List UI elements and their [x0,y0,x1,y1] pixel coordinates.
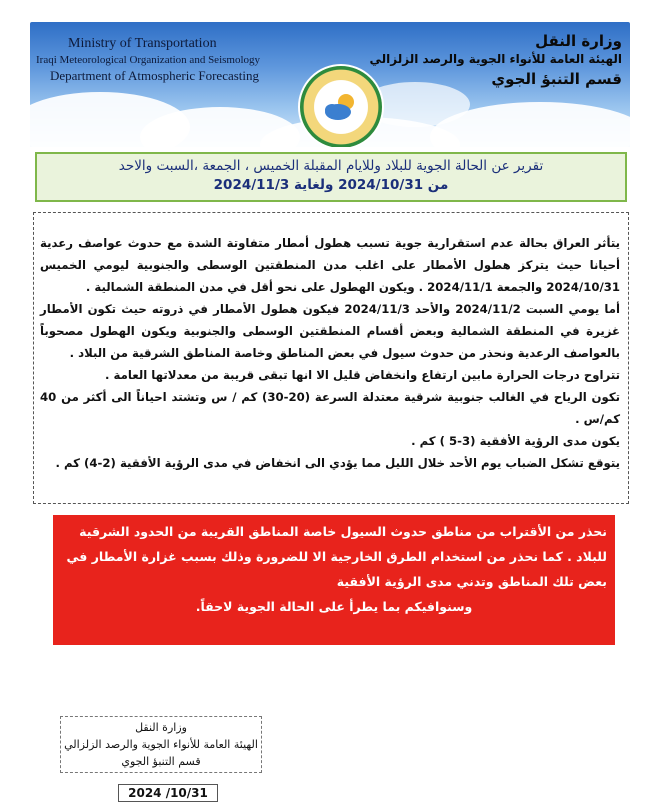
arabic-header [370,32,622,88]
arabic-organization: الهيئة العامة للأنواء الجوية والرصد الزلزالي [369,52,622,66]
report-title-box [35,152,627,202]
signature-organization: الهيئة العامة للأنواء الجوية والرصد الزلزالي [64,738,258,751]
english-header [36,36,286,84]
signature-date: 2024 /10/31 [118,784,218,802]
body-paragraph: تتراوح درجات الحرارة مابين ارتفاع وانخفاض قليل الا انها تبقى قريبة من معدلاتها العامة . [105,368,620,382]
report-body [40,232,620,474]
cloud-sun-icon [322,90,360,124]
english-organization: Iraqi Meteorological Organization and Seismology [36,54,261,66]
signature-department: قسم التنبؤ الجوي [121,755,201,768]
warning-text: نحذر من الأقتراب من مناطق حدوث السيول خاصة المناطق القريبة من الحدود الشرقية للبلاد . كما نحذر من استخدام الطرق الخارجية الا للضرورة وذلك بسبب غزارة الأمطار في بعض تلك المناطق وتدني مدى الرؤية الأفقية [66,524,607,589]
warning-closing: وسنوافيكم بما يطرأ على الحالة الجوية لاحقاً. [195,599,473,614]
signature-block [60,716,262,773]
body-paragraph: يتأثر العراق بحالة عدم استقرارية جوية تسبب هطول أمطار متفاوتة الشدة مع حدوث عواصف رعدية أحيانا حيث يتركز هطول الأمطار على اغلب مدن المنطقتين الوسطى والجنوبية ليومي الخميس 2024/10/31 والجمعة 2024/11/1 . ويكون الهطول على نحو أقل في مدن المنطقة الشمالية . [40,236,620,294]
report-title: تقرير عن الحالة الجوية للبلاد وللايام المقبلة الخميس ، الجمعة ،السبت والاحد [118,158,544,174]
header-banner [30,22,630,147]
arabic-ministry: وزارة النقل [535,32,622,50]
arabic-department: قسم التنبؤ الجوي [491,70,622,88]
body-paragraph: يتوقع تشكل الضباب يوم الأحد خلال الليل مما يؤدي الى انخفاض في مدى الرؤية الأفقية (2-4) كم . [55,456,620,470]
english-department: Department of Atmospheric Forecasting [50,68,260,83]
report-date-range: من 2024/10/31 ولغاية 2024/11/3 [213,177,449,193]
warning-box [53,515,615,645]
english-ministry: Ministry of Transportation [68,36,217,51]
body-paragraph: تكون الرياح في الغالب جنوبية شرقية معتدلة السرعة (20-30) كم / س وتشتد احياناً الى أكثر من 40 كم/س . [40,390,620,426]
signature-ministry: وزارة النقل [135,721,187,734]
body-paragraph: يكون مدى الرؤية الأفقية (3-5 ) كم . [411,434,620,448]
body-paragraph: أما يومي السبت 2024/11/2 والأحد 2024/11/3 فيكون هطول الأمطار في ذروته حيث تكون الأمطار غزيرة في المنطقة الشمالية وبعض أقسام المنطقتين الوسطى والجنوبية ويكون الهطول مصحوباً بالعواصف الرعدية ونحذر من حدوث سيول في بعض المناطق وخاصة المناطق الشرقية من البلاد . [40,302,620,360]
